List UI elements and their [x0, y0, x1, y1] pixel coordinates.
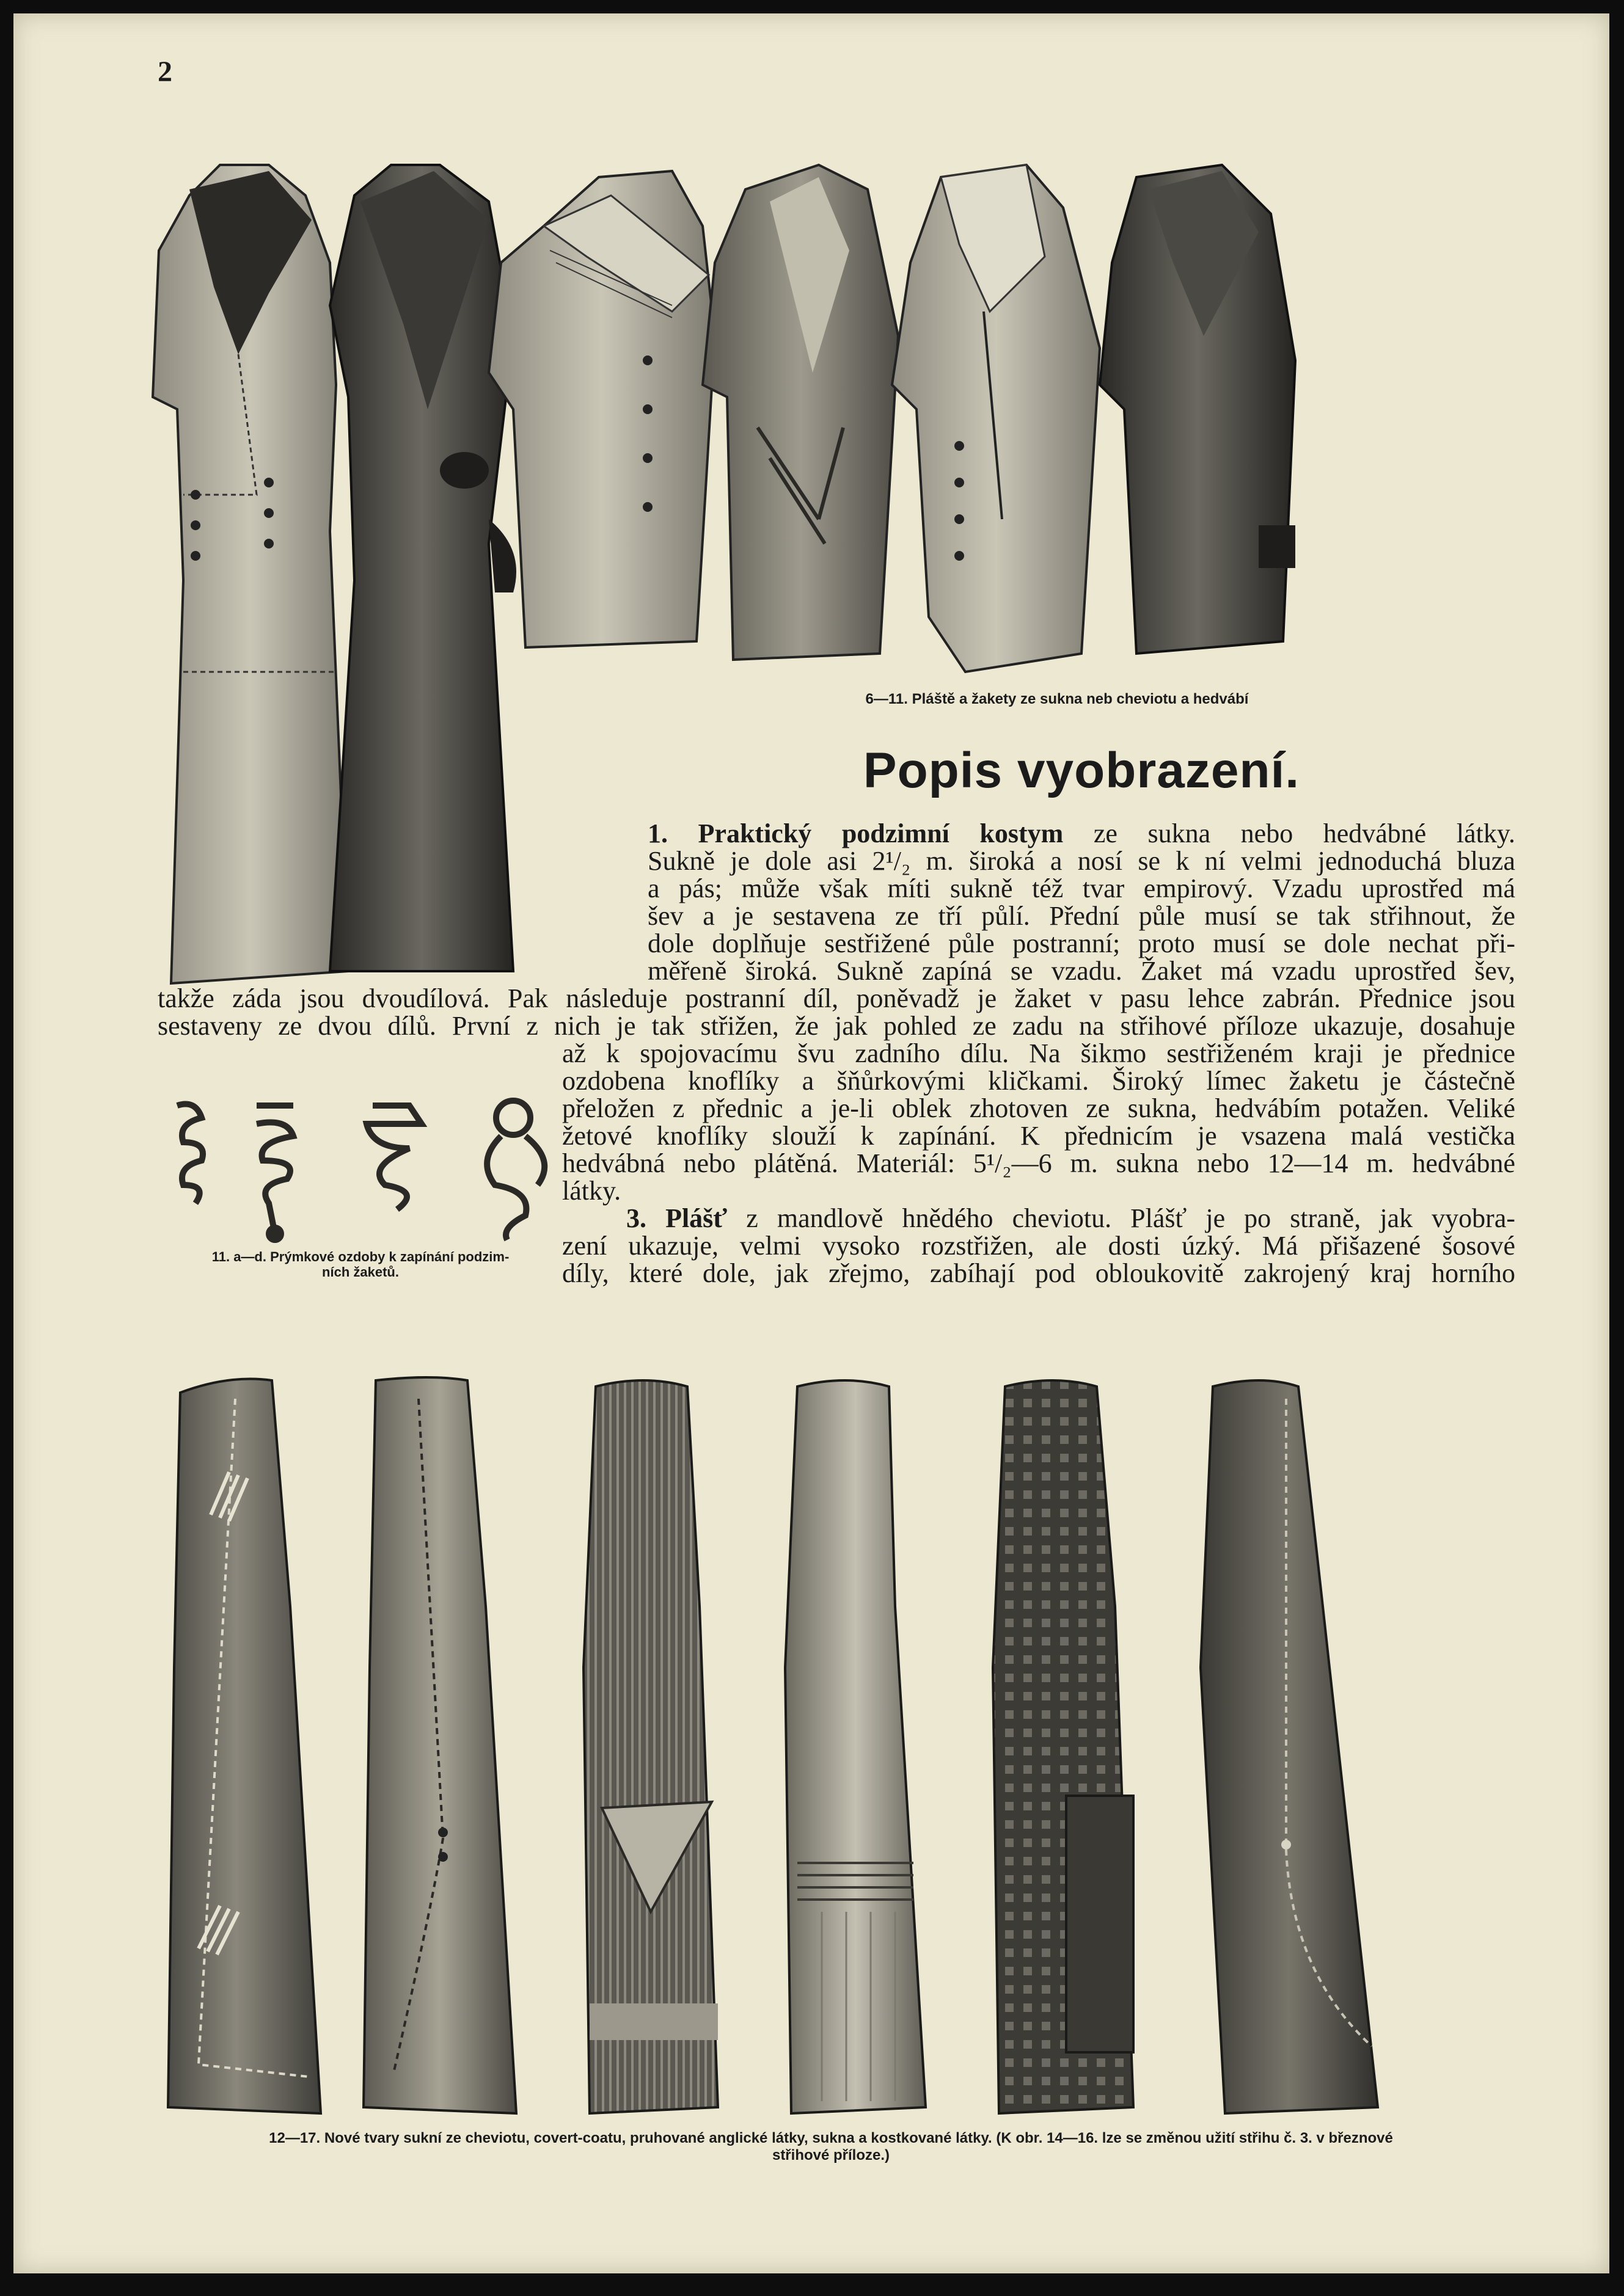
- paragraph-1-bottom: [562, 1040, 1515, 1204]
- coat-figure-6: [153, 165, 348, 983]
- jacket-figure-10: [892, 165, 1100, 672]
- skirts-caption-line2: střihové příloze.): [772, 2146, 890, 2163]
- skirt-figure-16: [993, 1380, 1133, 2113]
- coat-figure-7: [330, 165, 516, 971]
- fasteners-illustration: [165, 1093, 562, 1246]
- text-line: až k spojovacímu švu zadního dílu. Na šikmo sestřiženém kraji je přednice: [562, 1038, 1515, 1068]
- text-line: 3. Plášť z mandlově hnědého cheviotu. Plášť je po straně, jak vyobra-: [626, 1203, 1515, 1233]
- page-number: 2: [158, 56, 172, 88]
- skirt-figure-15: [785, 1380, 926, 2113]
- text-line: takže záda jsou dvoudílová. Pak následuje postranní díl, poněvadž je žaket v pasu lehce zabrán. Přednice jsou: [158, 983, 1515, 1013]
- text-line: 1. Praktický podzimní kostym ze sukna nebo hedvábné látky.: [648, 818, 1515, 848]
- text-line: hedvábná nebo plátěná. Materiál: 5¹/₂—6 m. sukna nebo 12—14 m. hedvábné: [562, 1148, 1515, 1178]
- skirt-figure-13: [364, 1377, 516, 2113]
- fasteners-caption: [153, 1249, 568, 1280]
- text-line: zení ukazuje, velmi vysoko rozstřižen, ale dosti úzký. Má přišazené šosové: [562, 1231, 1515, 1261]
- paragraph-3-lead: 3. Plášť: [626, 1203, 728, 1233]
- text-line: a pás; může však míti sukně též tvar empirový. Vzadu uprostřed má: [648, 873, 1515, 903]
- skirt-figure-12: [168, 1379, 321, 2114]
- text-line: šev a je sestavena ze tří půlí. Přední půle musí se tak střihnout, že: [648, 901, 1515, 931]
- fasteners-caption-line2: ních žaketů.: [322, 1264, 399, 1280]
- fastener-a: [177, 1104, 203, 1204]
- paragraph-1-lead: 1. Praktický podzimní kostym: [648, 818, 1064, 848]
- skirt-figure-17: [1201, 1380, 1378, 2113]
- paragraph-3: [562, 1204, 1515, 1287]
- paragraph-1-full: [158, 985, 1515, 1040]
- text-line: ozdobena knoflíky a šňůrkovými kličkami. Široký límec žaketu je částečně: [562, 1066, 1515, 1096]
- text-line: dole doplňuje sestřižené půle postranní; proto musí se dole nechat při-: [648, 928, 1515, 958]
- fastener-b: [257, 1106, 293, 1240]
- text-line: látky.: [562, 1176, 621, 1206]
- jacket-figure-8: [489, 171, 715, 647]
- paragraph-1-top: [648, 820, 1515, 985]
- jacket-figure-9: [703, 165, 898, 660]
- text-line: přeložen z přednic a je-li oblek zhotoven ze sukna, hedvábím potažen. Veliké: [562, 1093, 1515, 1123]
- skirts-caption: [147, 2130, 1515, 2163]
- text-line: žetové knoflíky slouží k zapínání. K přednicím je vsazena malá vestička: [562, 1121, 1515, 1151]
- article-heading: Popis vyobrazení.: [863, 743, 1300, 798]
- text-line: díly, které dole, jak zřejmo, zabíhají pod obloukovitě zakrojený kraj horního: [562, 1258, 1515, 1288]
- jacket-figure-11: [1100, 165, 1295, 654]
- fasteners-caption-line1: 11. a—d. Prýmkové ozdoby k zapínání podzim-: [211, 1249, 510, 1264]
- skirts-illustration: [162, 1362, 1518, 2119]
- text-line: Sukně je dole asi 2¹/₂ m. široká a nosí se k ní velmi jednoduchá bluza: [648, 846, 1515, 876]
- fastener-c: [367, 1106, 422, 1209]
- text-line: měřeně široká. Sukně zapíná se vzadu. Žaket má vzadu uprostřed šev,: [648, 956, 1515, 986]
- text-line: sestaveny ze dvou dílů. První z nich je tak střižen, že jak pohled ze zadu na střihové příloze ukazuje, dosahuje: [158, 1011, 1515, 1041]
- coats-caption: 6—11. Pláště a žakety ze sukna neb cheviotu a hedvábí: [865, 691, 1249, 707]
- skirt-figure-14: [583, 1380, 718, 2113]
- skirts-caption-line1: 12—17. Nové tvary sukní ze cheviotu, covert-coatu, pruhované anglické látky, sukna a kostkované látky. (K obr. 14—16. lze se změnou užití střihu č. 3. v březnové: [269, 2130, 1393, 2146]
- fastener-d: [487, 1101, 544, 1240]
